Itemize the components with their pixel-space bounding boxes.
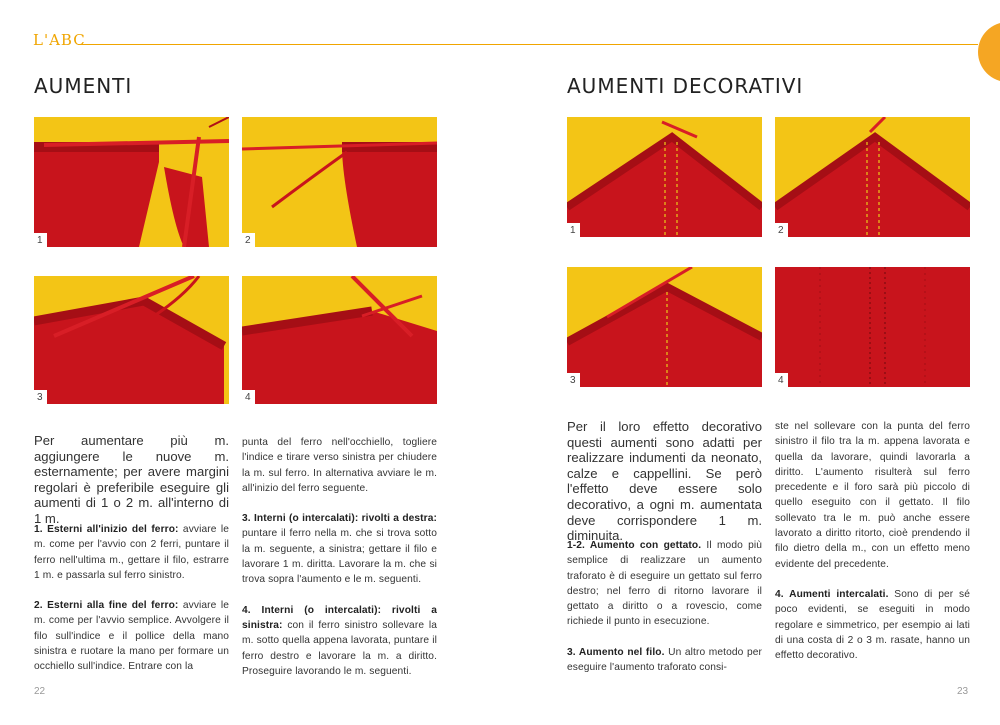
left-photo-2 [242,117,437,247]
right-column-2 [775,419,970,678]
photo-number: 2 [242,233,255,247]
left-page-number: 22 [34,686,46,697]
right-item-4-heading: 4. Aumenti intercalati. [775,588,889,600]
left-item-4 [242,603,437,679]
right-photo-3 [567,267,762,387]
right-intro [567,419,762,544]
left-item-1-heading: 1. Esterni all'inizio del ferro: [34,524,179,535]
right-item-4 [775,587,970,663]
left-item-3-text: puntare il ferro nella m. che si trova sotto la m. seguente, a sinistra; gettare il filo e lavorare 1 m. diritta. Lavorare la m. che si trova sopra l'aumento e le m. seguenti. [242,528,437,586]
knitting-image [34,276,229,404]
right-photo-2 [775,117,970,237]
knitting-image [775,267,970,387]
right-item-3 [567,645,762,676]
right-item-4-text: Sono di per sé poco evidenti, se eseguiti in modo regolare e simmetrico, per esempio ai lati di una costa di 2 o 3 m. rasate, hanno un effetto decorativo. [775,588,970,662]
knitting-image [34,117,229,247]
knitting-image [775,117,970,237]
photo-number: 3 [567,373,580,387]
left-item-2-continued: punta del ferro nell'occhiello, togliere l'indice e tirare verso sinistra per chiudere la m. sul ferro. In alternativa avviare le m. all'inizio del ferro seguente. [242,437,437,494]
right-photo-1 [567,117,762,237]
right-item-3-text: Un altro metodo per eseguire l'aumento traforato consi- [567,646,762,674]
knitting-image [567,267,762,387]
left-column-1 [34,522,229,690]
right-column-1 [567,538,762,690]
left-item-3-heading: 3. Interni (o intercalati): rivolti a destra: [242,513,437,525]
knitting-image [242,276,437,404]
photo-number: 1 [34,233,47,247]
right-item-1-heading: 1-2. Aumento con gettato. [567,540,702,551]
left-item-4-heading: 4. Interni (o intercalati): rivolti a sinistra: [242,604,437,631]
left-item-2-heading: 2. Esterni alla fine del ferro: [34,600,179,612]
knitting-image [567,117,762,237]
right-item-3-continued: ste nel sollevare con la punta del ferro sinistro il filo tra la m. appena lavorata e quella da lavorare, quindi lavorarla a diritto. L'aumento risulterà sul ferro precedente e il foro sarà più piccolo di quello eseguito con il gettato. Il filo sollevato tra le m. può anche essere lavorato a diritto ritorto, cioè prendendo il filo dietro della m., con un effetto meno evidente del precedente. [775,421,970,570]
right-item-1-text: Il modo più semplice di realizzare un aumento traforato è di eseguire un gettato sul ferro destro; nel ferro di ritorno lavorare il gettato a diritto o a rovescio, come richiede il punto in esecuzione. [567,540,762,628]
right-photo-4 [775,267,970,387]
right-item-1 [567,538,762,630]
photo-number: 3 [34,390,47,404]
left-intro [34,433,229,527]
left-item-1-text: avviare le m. come per l'avvio con 2 ferri, puntare il ferro nell'ultima m., gettare il filo, estrarre 1 m. e passarla sul ferro sinistro. [34,524,229,581]
header-rule [78,44,978,45]
photo-number: 2 [775,223,788,237]
left-photo-1 [34,117,229,247]
left-item-2-text: avviare le m. come per l'avvio semplice. Avvolgere il filo sull'indice e il pollice della mano sinistra e ruotare la mano per formare un occhiello sull'indice. Entrare con la [34,600,229,673]
left-section-title: AUMENTI [34,74,133,98]
left-item-2 [34,598,229,674]
knitting-image [242,117,437,247]
left-photo-3 [34,276,229,404]
right-page-number: 23 [957,686,969,697]
photo-number: 4 [775,373,788,387]
left-column-2 [242,435,437,694]
left-photo-4 [242,276,437,404]
right-intro-text: Per il loro effetto decorativo questi aumenti sono adatti per realizzare indumenti da neonato, calze e cappellini. Se però l'effetto deve essere solo decorativo, a ogni m. aumentata deve corrispondere 1 m. diminuita. [567,419,762,544]
photo-number: 1 [567,223,580,237]
left-item-1 [34,522,229,583]
left-item-4-text: con il ferro sinistro sollevare la m. sotto quella appena lavorata, puntare il ferro destro e lavorare la m. a diritto. Proseguire lavorando le m. seguenti. [242,619,437,677]
right-section-title: AUMENTI DECORATIVI [567,74,804,98]
section-header-label: L'ABC [33,31,86,49]
left-item-3 [242,511,437,587]
left-intro-text: Per aumentare più m. aggiungere le nuove m. esternamente; per avere margini regolari è preferibile eseguire gli aumenti di 1 o 2 m. all'interno di 1 m. [34,433,229,526]
page-tab-decoration [978,22,1000,82]
right-item-3-heading: 3. Aumento nel filo. [567,646,665,658]
photo-number: 4 [242,390,255,404]
